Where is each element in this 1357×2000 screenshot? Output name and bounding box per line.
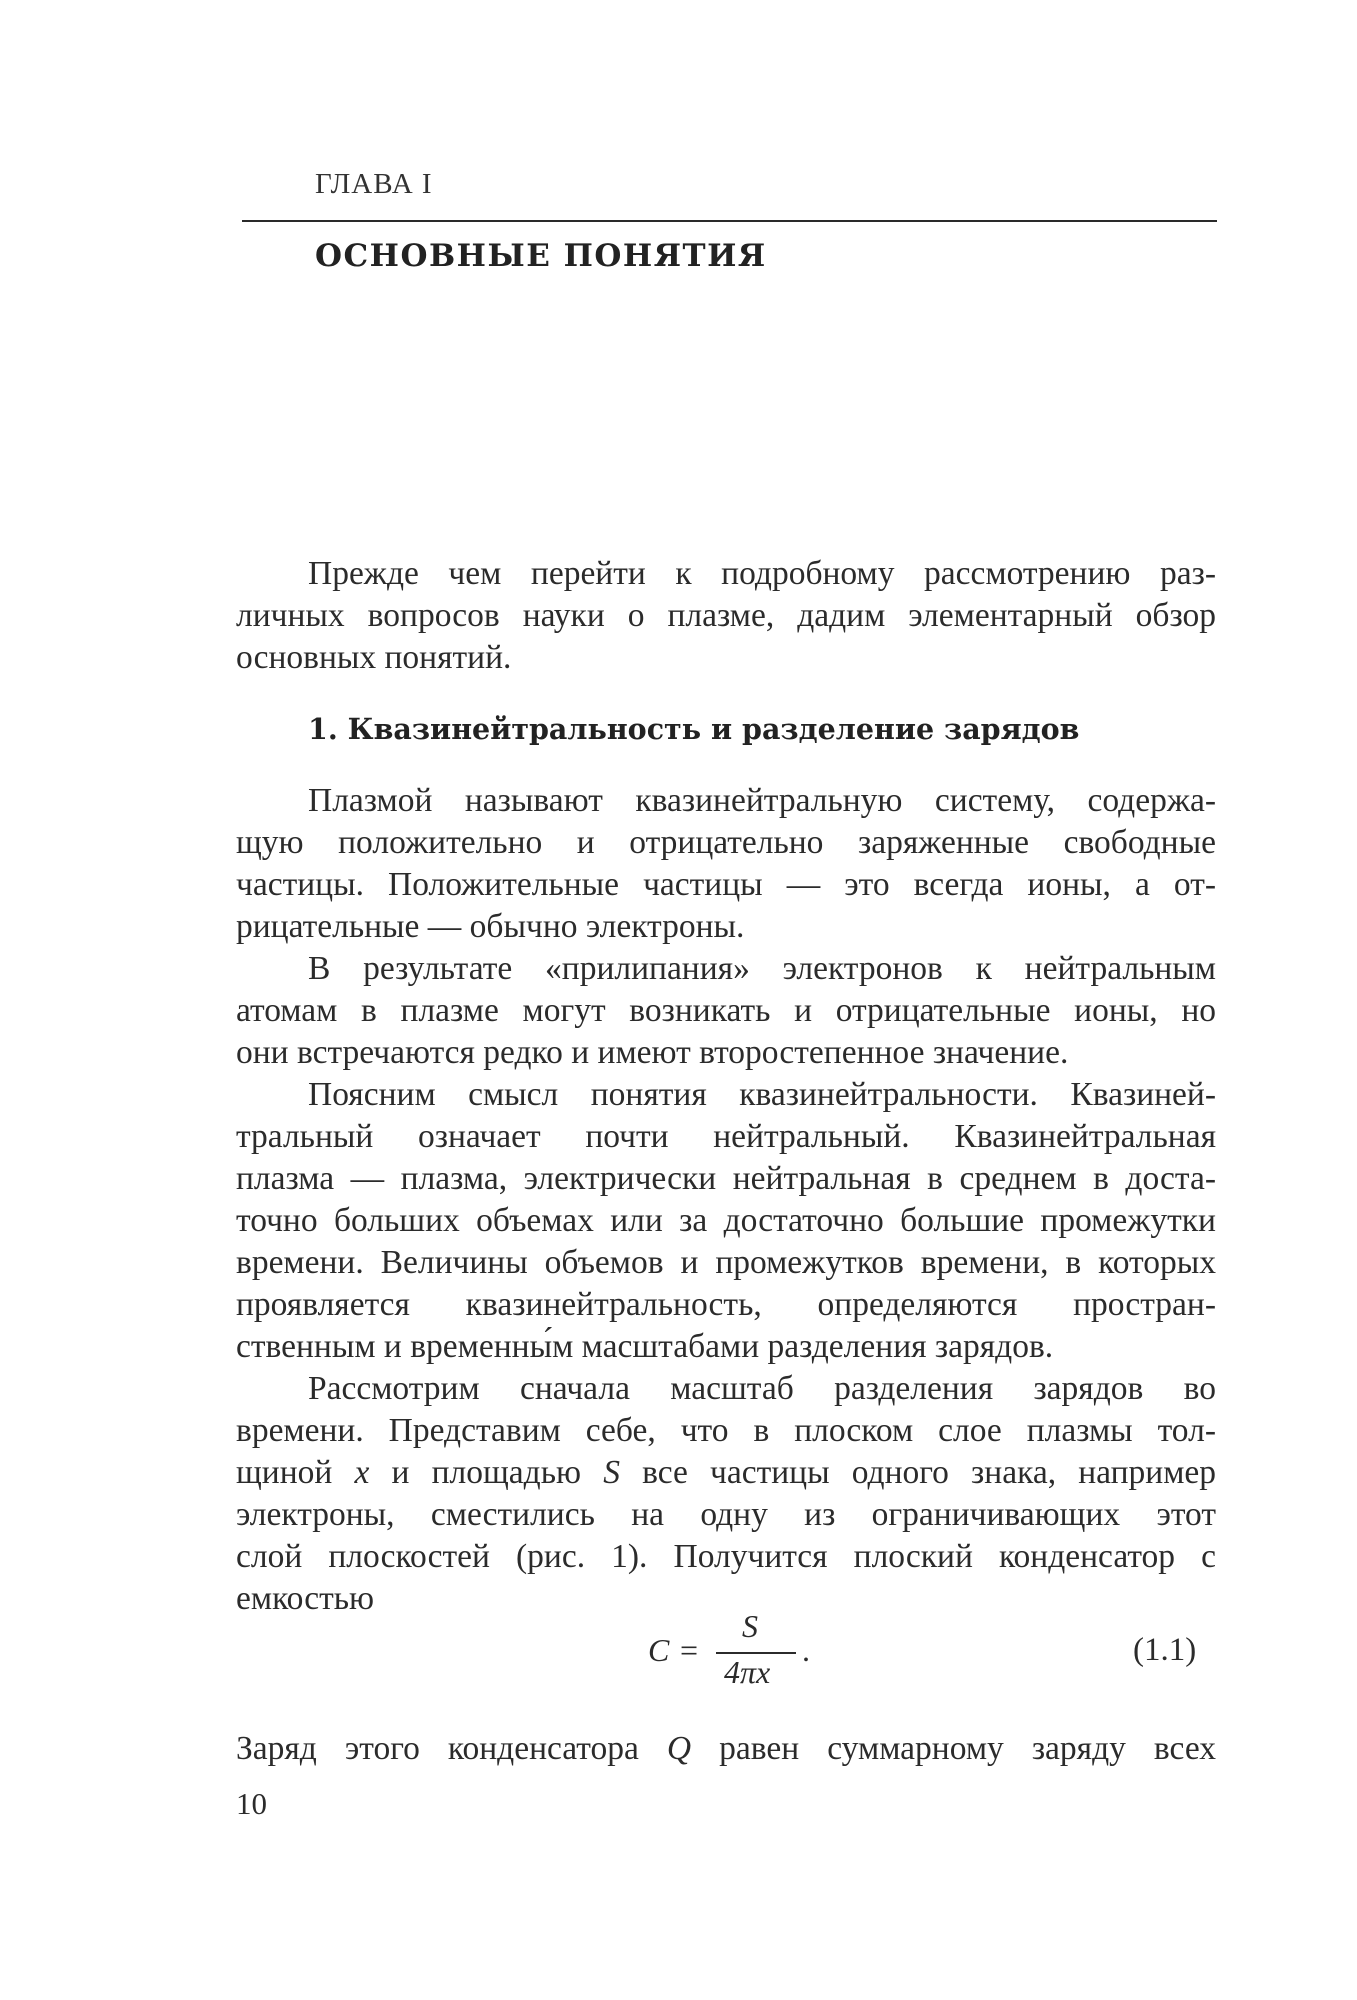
text-line: Поясним смысл понятия квазинейтральности. Квазиней- xyxy=(308,1076,1216,1113)
text-fragment: все частицы одного знака, например xyxy=(642,1454,1217,1491)
continuation-paragraph xyxy=(236,1728,1216,1770)
text-fragment: и площадью xyxy=(391,1454,582,1491)
text-fragment: Заряд этого конденсатора xyxy=(236,1730,639,1767)
text-line: они встречаются редко и имеют второстепенное значение. xyxy=(236,1034,1069,1071)
variable-q: Q xyxy=(666,1730,692,1767)
formula-dot: . xyxy=(802,1632,810,1668)
chapter-label: ГЛАВА I xyxy=(315,168,433,200)
text-fragment: щиной xyxy=(236,1454,333,1491)
text-line: основных понятий. xyxy=(236,639,512,676)
variable-s: S xyxy=(603,1454,620,1491)
text-line: рицательные — обычно электроны. xyxy=(236,908,745,945)
formula-denominator: 4πx xyxy=(724,1654,771,1690)
text-line: щую положительно и отрицательно заряженные свободные xyxy=(236,824,1216,861)
equation-number: (1.1) xyxy=(1133,1632,1197,1668)
text-line: электроны, сместились на одну из ограничивающих этот xyxy=(236,1496,1216,1533)
formula-numerator: S xyxy=(742,1608,758,1644)
text-line: Прежде чем перейти к подробному рассмотрению раз- xyxy=(308,555,1216,592)
section-heading: 1. Квазинейтральность и разделение зарядов xyxy=(308,712,1080,746)
text-line: тральный означает почти нейтральный. Квазинейтральная xyxy=(236,1118,1216,1155)
text-line: проявляется квазинейтральность, определяются простран- xyxy=(236,1286,1216,1323)
text-line xyxy=(236,1452,1216,1494)
formula-lhs: C xyxy=(648,1632,670,1668)
text-line: частицы. Положительные частицы — это всегда ионы, а от- xyxy=(236,866,1216,903)
text-line: Рассмотрим сначала масштаб разделения зарядов во xyxy=(308,1370,1216,1407)
section-body xyxy=(236,780,1216,1620)
text-line: времени. Представим себе, что в плоском слое плазмы тол- xyxy=(236,1412,1216,1449)
text-line: В результате «прилипания» электронов к нейтральным xyxy=(308,950,1216,987)
text-line xyxy=(236,1728,1216,1770)
text-line: атомам в плазме могут возникать и отрицательные ионы, но xyxy=(236,992,1216,1029)
formula-1-1 xyxy=(648,1608,848,1698)
chapter-title: ОСНОВНЫЕ ПОНЯТИЯ xyxy=(315,238,767,274)
text-fragment: равен суммарному заряду всех xyxy=(719,1730,1216,1767)
formula-equals: = xyxy=(680,1632,699,1668)
text-line: точно больших объемах или за достаточно большие промежутки xyxy=(236,1202,1216,1239)
text-line: слой плоскостей (рис. 1). Получится плоский конденсатор с xyxy=(236,1538,1216,1575)
text-line: Плазмой называют квазинейтральную систему, содержа- xyxy=(308,782,1216,819)
header-rule xyxy=(242,220,1217,222)
text-line: личных вопросов науки о плазме, дадим элементарный обзор xyxy=(236,597,1216,634)
intro-paragraph xyxy=(236,553,1216,679)
text-line: ственным и временны́м масштабами разделения зарядов. xyxy=(236,1328,1054,1365)
page-number: 10 xyxy=(236,1786,267,1821)
text-line: плазма — плазма, электрически нейтральная в среднем в доста- xyxy=(236,1160,1216,1197)
text-line: емкостью xyxy=(236,1580,375,1617)
text-line: времени. Величины объемов и промежутков времени, в которых xyxy=(236,1244,1216,1281)
variable-x: x xyxy=(354,1454,370,1491)
